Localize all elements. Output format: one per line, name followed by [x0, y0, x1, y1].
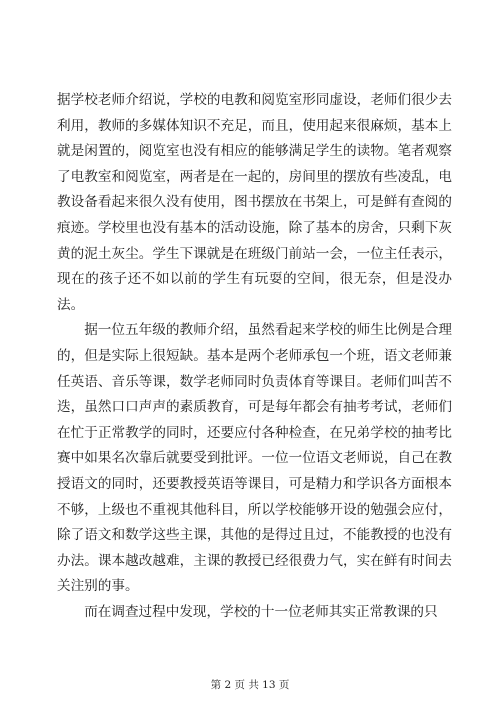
paragraph-1: 据学校老师介绍说，学校的电教和阅览室形同虚设，老师们很少去利用，教师的多媒体知识不充足，而且，使用起来很麻烦，基本上就是闲置的，阅览室也没有相应的能够满足学生的读物。笔者观察了电教室和阅览室，两者是在一起的，房间里的摆放有些凌乱，电教设备看起来很久没有使用，图书摆放在书架上，可是鲜有查阅的痕迹。学校里也没有基本的活动设施，除了基本的房舍，只剩下灰黄的泥土灰尘。学生下课就是在班级门前站一会，一位主任表示，现在的孩子还不如以前的学生有玩耍的空间，很无奈，但是没办法。 — [57, 92, 452, 313]
page-footer: 第 2 页 共 13 页 — [210, 679, 290, 691]
paragraph-2: 据一位五年级的教师介绍，虽然看起来学校的师生比例是合理的，但是实际上很短缺。基本是两个老师承包一个班，语文老师兼任英语、音乐等课，数学老师同时负责体育等课目。老师们叫苦不迭，虽然口口声声的素质教育，可是每年都会有抽考考试，老师们在忙于正常教学的同时，还要应付各种检查，在兄弟学校的抽考比赛中如果名次靠后就要受到批评。一位一位语文老师说，自己在教授语文的同时，还要教授英语等课目，可是精力和学识各方面根本不够，上级也不重视其他科目，所以学校能够开设的勉强会应付，除了语文和数学这些主课，其他的是得过且过，不能教授的也没有办法。课本越改越难，主课的教授已经很费力气，实在鲜有时间去关注别的事。 — [57, 322, 452, 595]
paragraph-3: 而在调查过程中发现，学校的十一位老师其实正常教课的只 — [84, 603, 438, 620]
document-body — [57, 88, 452, 625]
